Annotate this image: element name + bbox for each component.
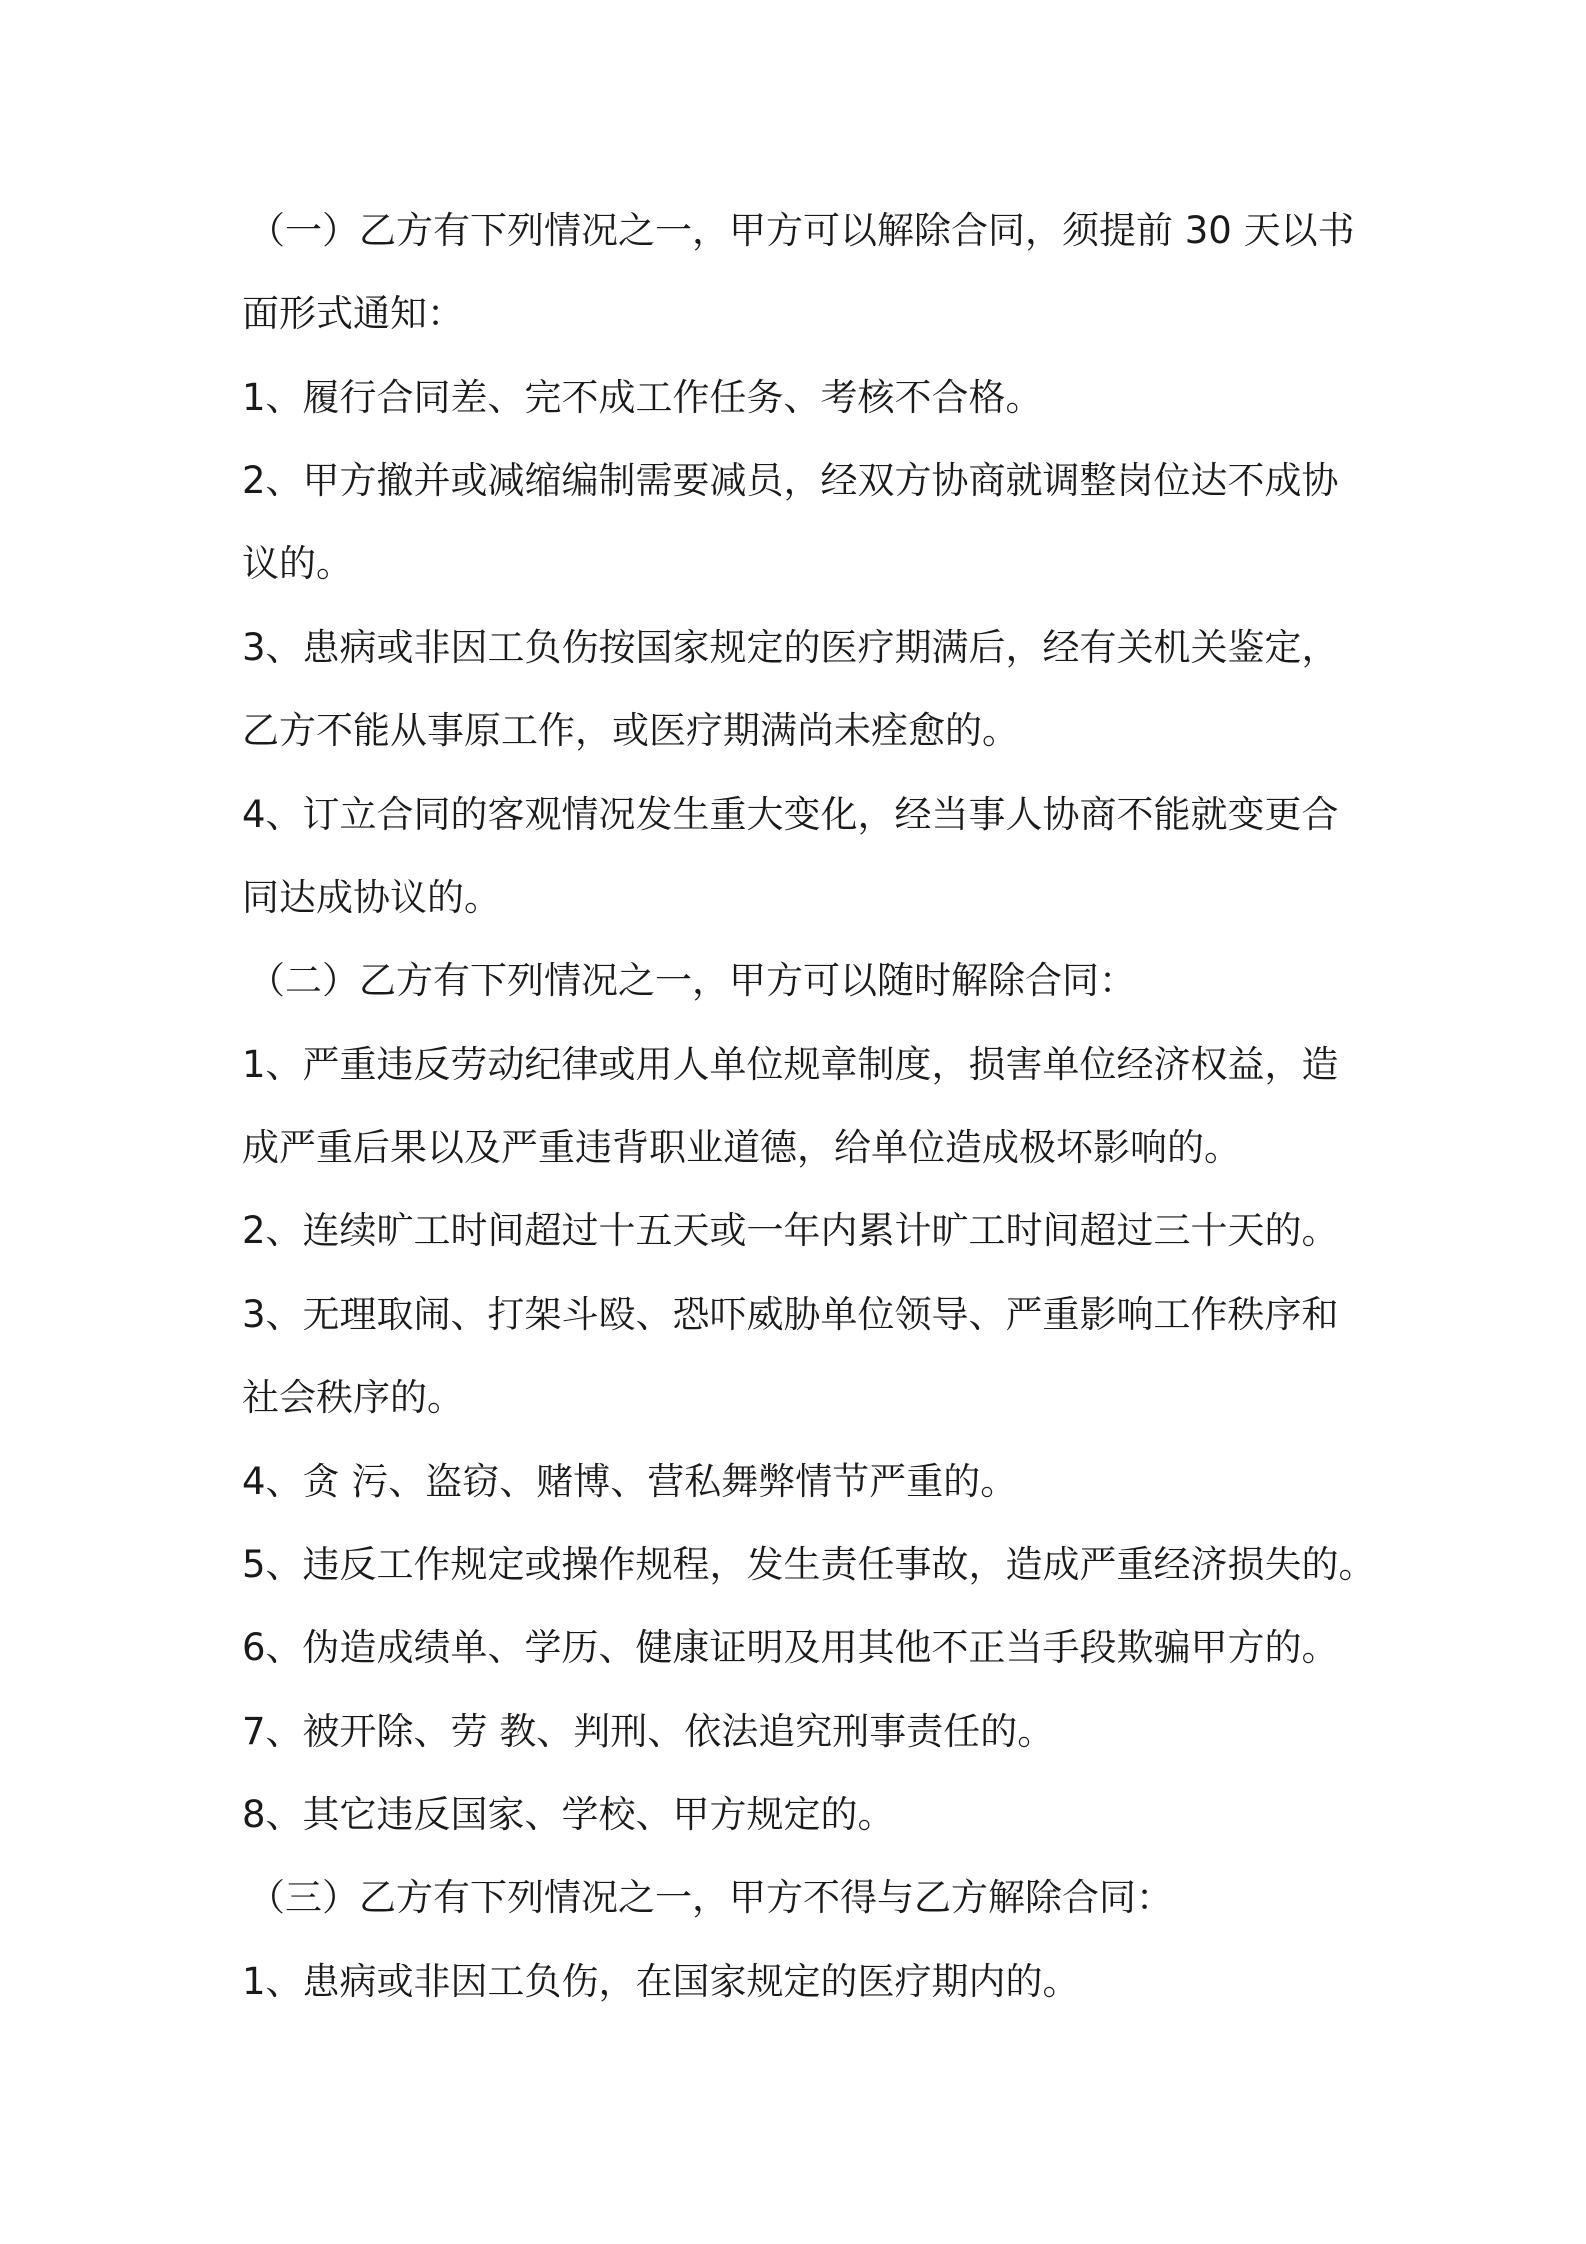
list-item-1-4: 4、订立合同的客观情况发生重大变化，经当事人协商不能就变更合 bbox=[242, 793, 1339, 836]
list-item-1-2: 2、甲方撤并或减缩编制需要减员，经双方协商就调整岗位达不成协 bbox=[242, 459, 1339, 502]
list-item-2-2: 2、连续旷工时间超过十五天或一年内累计旷工时间超过三十天的。 bbox=[242, 1209, 1339, 1252]
list-item-1-3: 3、患病或非因工负伤按国家规定的医疗期满后，经有关机关鉴定， bbox=[242, 626, 1339, 669]
list-item-2-3: 3、无理取闹、打架斗殴、恐吓威胁单位领导、严重影响工作秩序和 bbox=[242, 1293, 1339, 1336]
paragraph-line: 成严重后果以及严重违背职业道德，给单位造成极坏影响的。 bbox=[242, 1126, 1241, 1169]
list-item-2-4: 4、贪 污、盗窃、赌博、营私舞弊情节严重的。 bbox=[242, 1460, 1018, 1503]
list-item-2-7: 7、被开除、劳 教、判刑、依法追究刑事责任的。 bbox=[242, 1710, 1055, 1753]
list-item-2-6: 6、伪造成绩单、学历、健康证明及用其他不正当手段欺骗甲方的。 bbox=[242, 1626, 1339, 1669]
list-item-1-1: 1、履行合同差、完不成工作任务、考核不合格。 bbox=[242, 376, 1043, 419]
list-item-2-1: 1、严重违反劳动纪律或用人单位规章制度，损害单位经济权益，造 bbox=[242, 1043, 1339, 1086]
list-item-3-1: 1、患病或非因工负伤，在国家规定的医疗期内的。 bbox=[242, 1960, 1080, 2003]
section-heading-1: （一）乙方有下列情况之一，甲方可以解除合同，须提前 30 天以书 bbox=[248, 209, 1355, 252]
section-heading-2: （二）乙方有下列情况之一，甲方可以随时解除合同： bbox=[248, 959, 1136, 1002]
paragraph-line: 面形式通知： bbox=[242, 292, 464, 335]
list-item-2-8: 8、其它违反国家、学校、甲方规定的。 bbox=[242, 1793, 895, 1836]
paragraph-line: 社会秩序的。 bbox=[242, 1376, 464, 1419]
paragraph-line: 乙方不能从事原工作，或医疗期满尚未痊愈的。 bbox=[242, 709, 1019, 752]
paragraph-line: 议的。 bbox=[242, 542, 353, 585]
list-item-2-5: 5、违反工作规定或操作规程，发生责任事故，造成严重经济损失的。 bbox=[242, 1543, 1376, 1586]
section-heading-3: （三）乙方有下列情况之一，甲方不得与乙方解除合同： bbox=[248, 1876, 1173, 1919]
paragraph-line: 同达成协议的。 bbox=[242, 876, 501, 919]
